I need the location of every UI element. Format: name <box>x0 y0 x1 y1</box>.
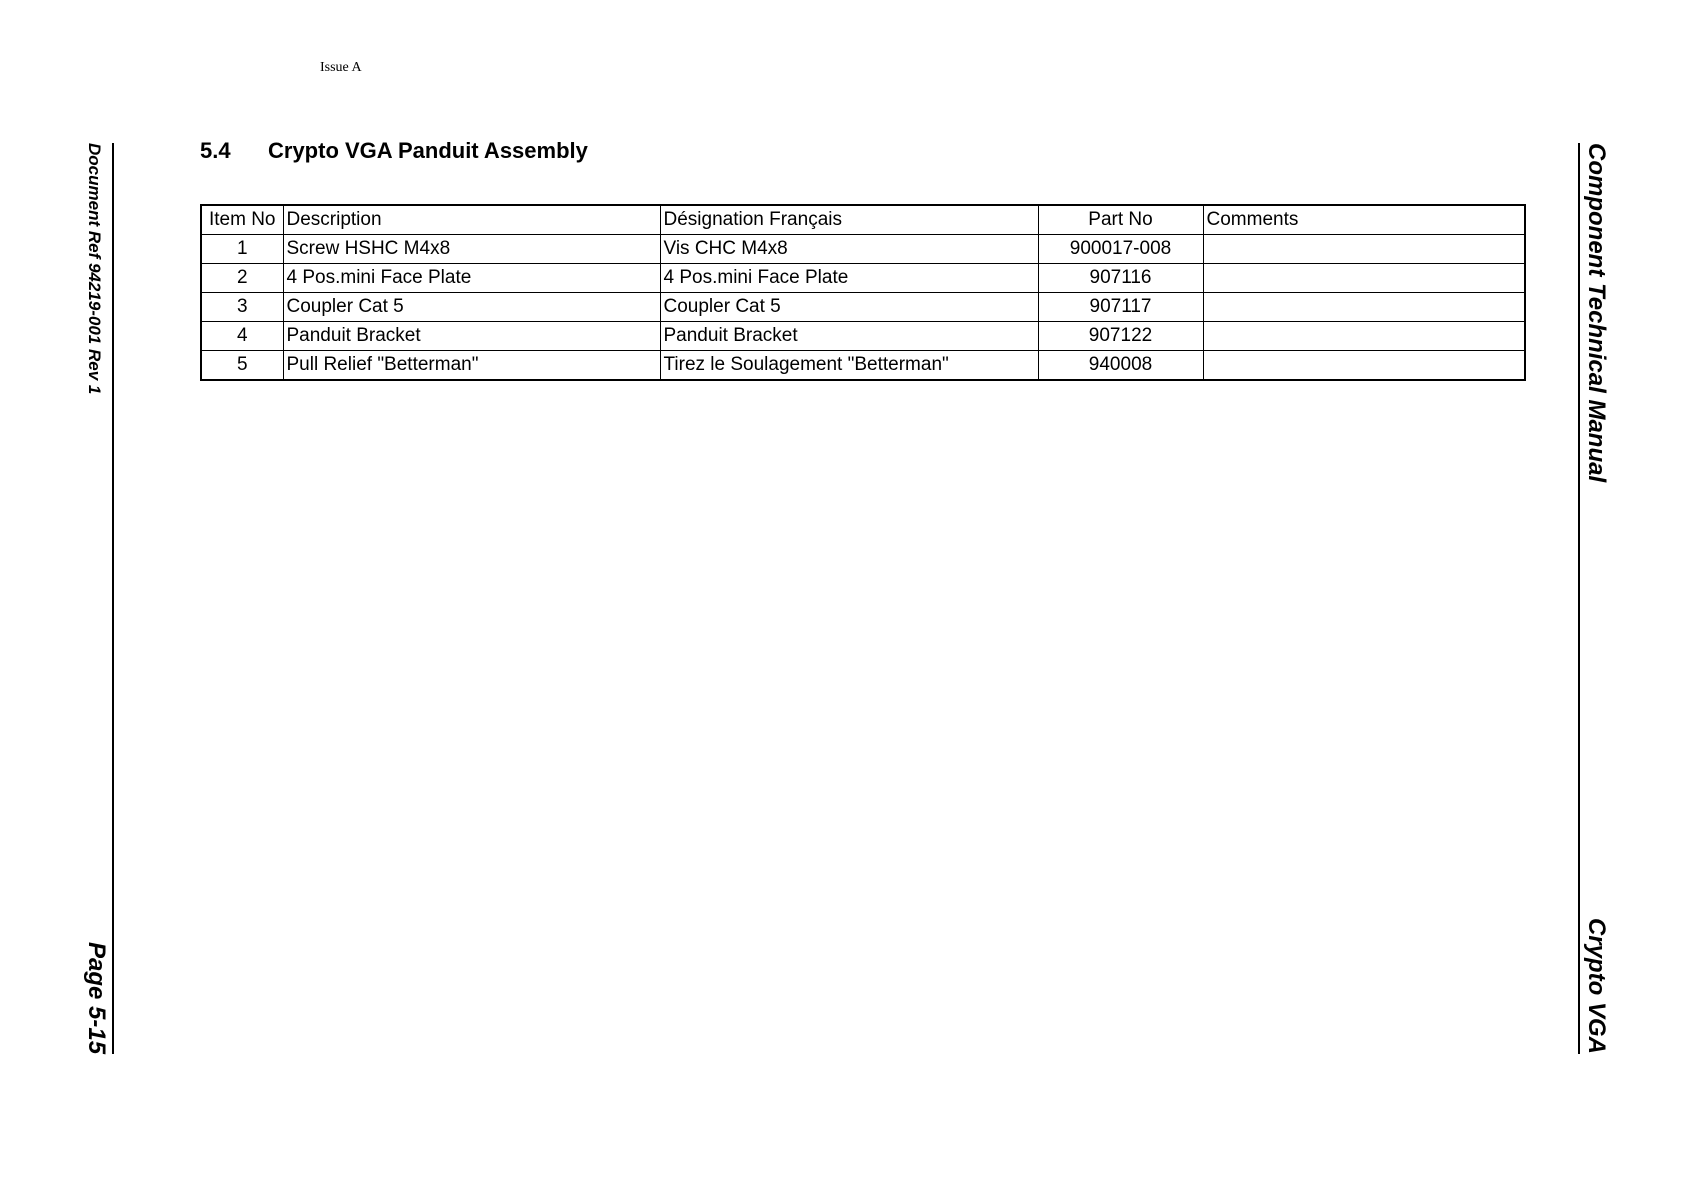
cell-item-no: 5 <box>201 351 283 381</box>
cell-part-no: 907122 <box>1038 322 1203 351</box>
cell-designation: Panduit Bracket <box>660 322 1038 351</box>
cell-part-no: 907117 <box>1038 293 1203 322</box>
table-row <box>201 235 1525 264</box>
cell-designation: 4 Pos.mini Face Plate <box>660 264 1038 293</box>
cell-description: Screw HSHC M4x8 <box>283 235 660 264</box>
cell-item-no: 2 <box>201 264 283 293</box>
section-title: Crypto VGA Panduit Assembly <box>268 138 588 163</box>
product-name: Crypto VGA <box>1583 918 1610 1055</box>
header-description: Description <box>283 205 660 235</box>
table-row <box>201 264 1525 293</box>
cell-designation: Coupler Cat 5 <box>660 293 1038 322</box>
right-margin-rule <box>1578 143 1580 1054</box>
header-part-no: Part No <box>1038 205 1203 235</box>
header-designation: Désignation Français <box>660 205 1038 235</box>
issue-label: Issue A <box>320 60 362 75</box>
document-reference: Document Ref 94219-001 Rev 1 <box>85 143 104 395</box>
cell-part-no: 907116 <box>1038 264 1203 293</box>
left-margin-rule <box>112 143 114 1054</box>
cell-item-no: 1 <box>201 235 283 264</box>
cell-comments <box>1203 322 1525 351</box>
section-number: 5.4 <box>200 138 231 163</box>
table-row <box>201 293 1525 322</box>
cell-part-no: 940008 <box>1038 351 1203 381</box>
cell-designation: Tirez le Soulagement "Betterman" <box>660 351 1038 381</box>
cell-item-no: 4 <box>201 322 283 351</box>
cell-comments <box>1203 264 1525 293</box>
manual-title: Component Technical Manual <box>1583 143 1610 483</box>
cell-item-no: 3 <box>201 293 283 322</box>
cell-designation: Vis CHC M4x8 <box>660 235 1038 264</box>
cell-comments <box>1203 293 1525 322</box>
parts-table <box>200 204 1526 381</box>
cell-description: Panduit Bracket <box>283 322 660 351</box>
header-item-no: Item No <box>201 205 283 235</box>
cell-part-no: 900017-008 <box>1038 235 1203 264</box>
header-comments: Comments <box>1203 205 1525 235</box>
section-heading <box>200 138 588 164</box>
cell-description: 4 Pos.mini Face Plate <box>283 264 660 293</box>
table-header-row <box>201 205 1525 235</box>
cell-description: Pull Relief "Betterman" <box>283 351 660 381</box>
page-number: Page 5-15 <box>83 942 110 1055</box>
table-row <box>201 351 1525 381</box>
cell-comments <box>1203 235 1525 264</box>
cell-comments <box>1203 351 1525 381</box>
table-row <box>201 322 1525 351</box>
cell-description: Coupler Cat 5 <box>283 293 660 322</box>
